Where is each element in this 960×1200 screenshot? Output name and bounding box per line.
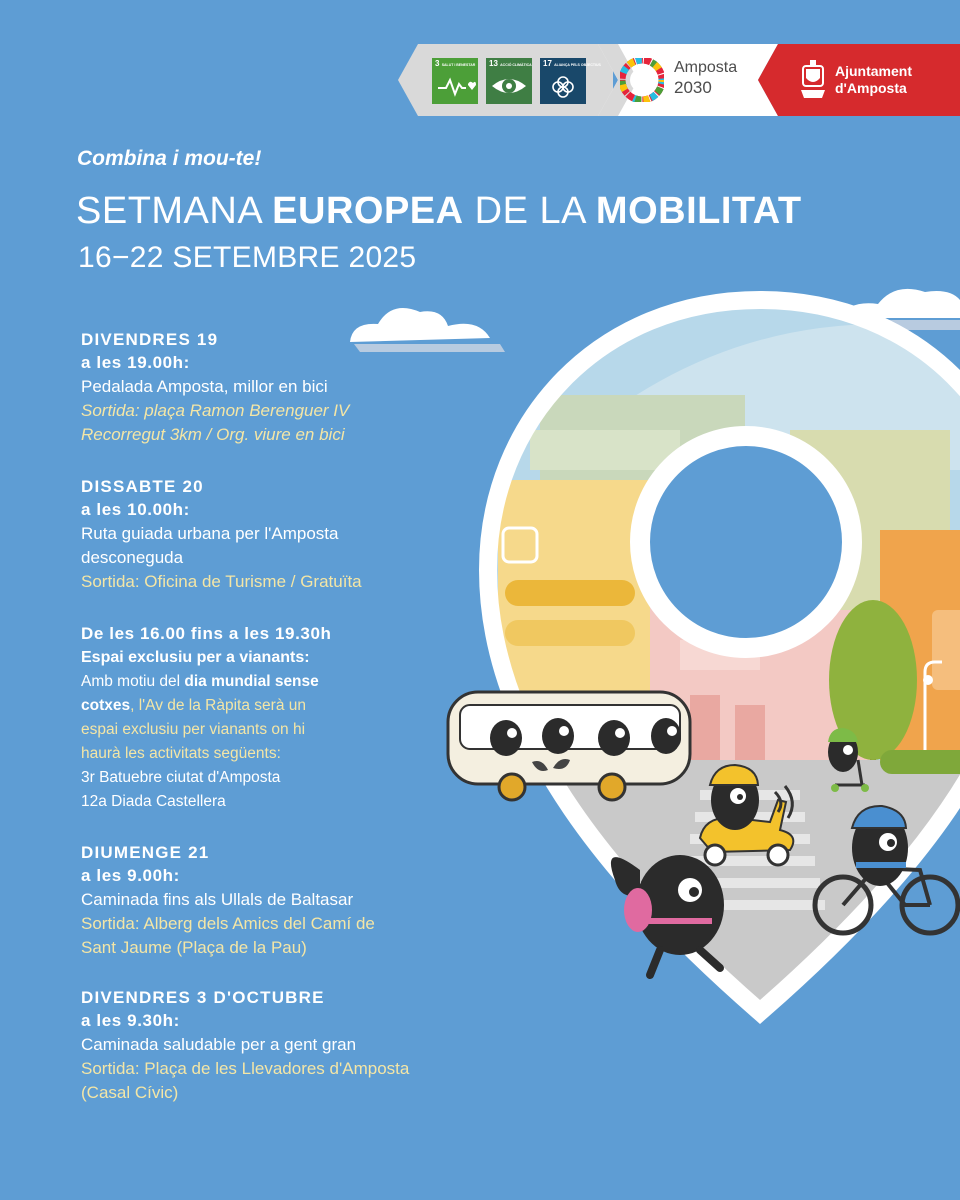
event-description: espai exclusiu per vianants on hi [81, 721, 306, 738]
title-part-bold: MOBILITAT [595, 190, 802, 232]
event-day: DIVENDRES 3 D'OCTUBRE [81, 988, 325, 1007]
council-coat-of-arms-icon [798, 60, 828, 100]
sdg-goal-13-badge: 13 ACCIÓ CLIMÀTICA [486, 58, 532, 104]
event-activity: 3r Batuebre ciutat d'Amposta [81, 769, 281, 786]
event-time: De les 16.00 fins a les 19.30h [81, 624, 332, 643]
event-day: DIVENDRES 19 [81, 330, 219, 349]
event-item [81, 842, 501, 960]
event-detail: Sortida: Oficina de Turisme / Gratuïta [81, 572, 362, 591]
event-detail: Sortida: Plaça de les Llevadores d'Amposta [81, 1059, 410, 1078]
event-activity: Pedalada Amposta, millor en bici [81, 377, 328, 396]
title-part: DE LA [463, 190, 596, 232]
event-time: a les 10.00h: [81, 500, 190, 519]
event-detail: Recorregut 3km / Org. viure en bici [81, 425, 345, 444]
sdg-goal-17-badge: 17 ALIANÇA PELS OBJECTIUS [540, 58, 586, 104]
council-logo [835, 63, 912, 97]
event-time: a les 19.00h: [81, 353, 190, 372]
event-activity: Ruta guiada urbana per l'Amposta [81, 524, 339, 543]
event-item [81, 476, 501, 594]
event-subtitle: Espai exclusiu per a vianants: [81, 649, 310, 666]
event-detail: Sant Jaume (Plaça de la Pau) [81, 938, 307, 957]
runner-icon [611, 855, 724, 975]
amposta-2030-logo [674, 58, 737, 98]
event-detail: Sortida: Alberg dels Amics del Camí de [81, 914, 375, 933]
page-title [76, 189, 802, 233]
event-item [81, 622, 501, 814]
event-activity: 12a Diada Castellera [81, 793, 226, 810]
event-activity: Caminada fins als Ullals de Baltasar [81, 890, 354, 909]
heartbeat-icon [432, 58, 478, 104]
event-detail: (Casal Cívic) [81, 1083, 179, 1102]
event-detail: Sortida: plaça Ramon Berenguer IV [81, 401, 350, 420]
pin-hole [640, 436, 852, 648]
event-description: haurà les activitats següents: [81, 745, 281, 762]
title-part: SETMANA [76, 190, 273, 232]
amposta-2030-wheel-icon [620, 58, 664, 102]
event-description: cotxes, l'Av de la Ràpita serà un [81, 697, 306, 714]
tagline: Combina i mou-te! [77, 147, 262, 170]
amposta-logo-year: 2030 [674, 78, 712, 97]
event-description: Amb motiu del dia mundial sense [81, 673, 319, 690]
council-logo-line1: Ajuntament [835, 63, 912, 79]
event-day: DISSABTE 20 [81, 477, 204, 496]
event-item [81, 329, 501, 447]
council-logo-line2: d'Amposta [835, 80, 907, 96]
sdg-goal-3-badge: 3 SALUT I BENESTAR [432, 58, 478, 104]
amposta-logo-name: Amposta [674, 59, 738, 76]
rings-icon [540, 58, 586, 104]
event-day: DIUMENGE 21 [81, 843, 210, 862]
event-time: a les 9.00h: [81, 866, 180, 885]
event-activity: desconeguda [81, 548, 184, 567]
event-time: a les 9.30h: [81, 1011, 180, 1030]
title-part-bold: EUROPEA [272, 190, 464, 232]
eye-globe-icon [486, 58, 532, 104]
event-activity: Caminada saludable per a gent gran [81, 1035, 357, 1054]
event-item [81, 987, 501, 1105]
event-dates: 16−22 SETEMBRE 2025 [78, 241, 417, 274]
top-banner [398, 44, 960, 116]
